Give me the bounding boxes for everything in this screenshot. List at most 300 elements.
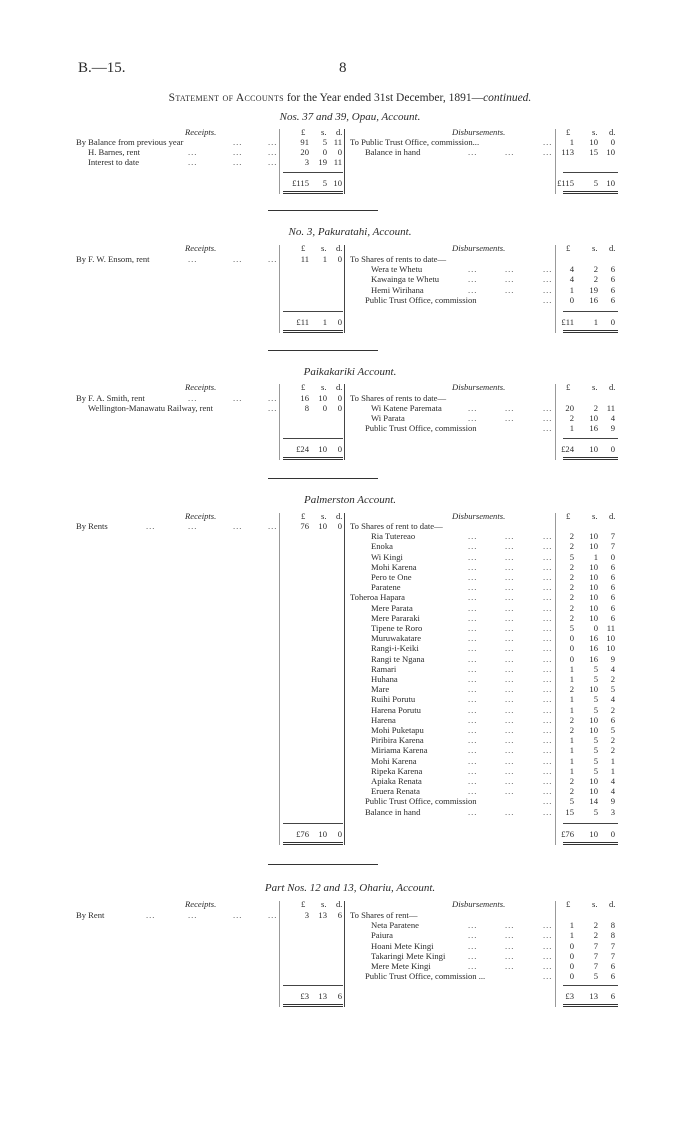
- leader-dots: ...: [505, 602, 515, 613]
- page-number: 8: [339, 60, 347, 76]
- leader-dots: ...: [468, 786, 478, 797]
- leader-dots: ...: [233, 137, 243, 147]
- receipts-shilling-heading: s.: [321, 899, 327, 909]
- disbursement-pence: 4: [610, 663, 615, 674]
- disbursement-label: To Shares of rents to date—: [350, 393, 447, 403]
- receipt-label: H. Barnes, rent: [88, 147, 141, 157]
- column-divider: [344, 513, 345, 845]
- disbursements-total-pence: 0: [610, 444, 615, 454]
- receipts-pence-heading: d.: [336, 127, 343, 137]
- leader-dots: ...: [468, 694, 478, 705]
- receipts-pound-heading: £: [301, 899, 306, 909]
- receipts-heading: Receipts.: [185, 899, 217, 909]
- document-code: B.—15.: [78, 60, 126, 76]
- leader-dots: ...: [543, 284, 553, 295]
- receipt-label: Wellington-Manawatu Railway, rent: [88, 403, 213, 413]
- leader-dots: ...: [468, 940, 478, 951]
- leader-dots: ...: [543, 755, 553, 766]
- receipt-label: By Rent: [76, 910, 105, 920]
- receipt-pence: 0: [337, 254, 342, 264]
- receipts-pence-heading: d.: [336, 382, 343, 392]
- account-title: Part Nos. 12 and 13, Ohariu, Account.: [264, 882, 436, 894]
- disbursement-label: Hoani Mete Kingi: [371, 940, 434, 951]
- leader-dots: ...: [543, 612, 553, 623]
- receipts-total-pounds: £3: [300, 991, 309, 1001]
- disbursement-label: Eruera Renata: [371, 786, 420, 797]
- receipts-shilling-heading: s.: [321, 511, 327, 521]
- disbursement-label: Rangi-i-Keiki: [371, 643, 419, 654]
- leader-dots: ...: [188, 157, 198, 167]
- disbursement-shillings: 2: [593, 274, 598, 285]
- leader-dots: ...: [543, 561, 553, 572]
- disbursement-pence: 6: [610, 572, 615, 582]
- disbursement-shillings: 10: [589, 776, 598, 786]
- disbursement-label: Public Trust Office, commission: [365, 796, 477, 807]
- disbursement-pounds: 1: [569, 423, 574, 433]
- disbursement-pounds: 0: [569, 643, 574, 654]
- leader-dots: ...: [543, 264, 553, 275]
- disbursement-shillings: 10: [589, 582, 598, 593]
- leader-dots: ...: [543, 796, 553, 807]
- leader-dots: ...: [188, 393, 198, 403]
- receipts-total-shillings: 1: [322, 317, 327, 327]
- receipts-total-double-rule: [283, 191, 343, 194]
- disbursements-total-rule: [563, 311, 618, 312]
- disbursements-heading: Disbursements.: [452, 243, 506, 253]
- disbursements-total-pence: 10: [606, 178, 615, 188]
- page-title: [0, 92, 700, 104]
- disbursement-shillings: 5: [593, 765, 598, 776]
- disbursement-pounds: 1: [569, 284, 574, 295]
- disbursement-label: Paratene: [371, 582, 401, 593]
- receipt-pounds: 3: [304, 157, 309, 167]
- leader-dots: ...: [505, 643, 515, 654]
- leader-dots: ...: [543, 633, 553, 644]
- leader-dots: ...: [268, 147, 278, 157]
- disbursement-label: Pero te One: [371, 572, 412, 582]
- disbursement-pence: 6: [610, 602, 615, 613]
- leader-dots: ...: [505, 714, 515, 725]
- disbursement-pounds: 4: [569, 264, 574, 275]
- disbursement-pence: 9: [610, 796, 615, 807]
- disbursement-pence: 7: [610, 541, 615, 552]
- disbursement-label: Ripeka Karena: [371, 765, 423, 776]
- leader-dots: ...: [233, 254, 243, 264]
- leader-dots: ...: [505, 674, 515, 684]
- leader-dots: ...: [505, 704, 515, 715]
- leader-dots: ...: [505, 582, 515, 593]
- leader-dots: ...: [505, 274, 515, 285]
- receipts-total-shillings: 13: [318, 991, 327, 1001]
- leader-dots: ...: [468, 147, 478, 157]
- leader-dots: ...: [543, 684, 553, 695]
- leader-dots: ...: [543, 623, 553, 633]
- section-separator: [268, 210, 378, 211]
- leader-dots: ...: [233, 910, 243, 920]
- disbursement-label: Mere Mete Kingi: [371, 961, 431, 971]
- disbursement-pounds: 2: [569, 531, 574, 542]
- disbursements-pence-heading: d.: [609, 899, 616, 909]
- disbursement-pounds: 5: [569, 796, 574, 807]
- receipt-shillings: 0: [322, 147, 327, 157]
- disbursements-total-double-rule: [563, 191, 618, 194]
- leader-dots: ...: [268, 157, 278, 167]
- disbursement-shillings: 1: [593, 551, 598, 562]
- disbursements-pence-heading: d.: [609, 127, 616, 137]
- disbursement-shillings: 10: [589, 541, 598, 552]
- leader-dots: ...: [505, 561, 515, 572]
- receipt-pence: 11: [333, 137, 342, 147]
- disbursement-label: Rangi te Ngana: [371, 653, 425, 664]
- receipts-total-double-rule: [283, 842, 343, 845]
- disbursement-pence: 6: [610, 274, 615, 285]
- disbursement-label: Miriama Karena: [371, 745, 428, 756]
- disbursement-shillings: 5: [593, 735, 598, 746]
- leader-dots: ...: [543, 971, 553, 982]
- leader-dots: ...: [505, 765, 515, 776]
- disbursement-pence: 0: [610, 551, 615, 562]
- leader-dots: ...: [543, 643, 553, 654]
- leader-dots: ...: [505, 776, 515, 786]
- disbursement-shillings: 5: [593, 806, 598, 817]
- disbursement-pounds: 5: [569, 623, 574, 633]
- leader-dots: ...: [543, 147, 553, 157]
- disbursement-shillings: 5: [593, 745, 598, 756]
- disbursements-total-pence: 0: [610, 829, 615, 839]
- leader-dots: ...: [505, 663, 515, 674]
- disbursement-label: Mohi Karena: [371, 755, 417, 766]
- receipts-total-shillings: 10: [318, 444, 327, 454]
- disbursements-shilling-heading: s.: [592, 511, 598, 521]
- leader-dots: ...: [468, 735, 478, 746]
- disbursement-shillings: 15: [589, 147, 598, 157]
- leader-dots: ...: [146, 910, 156, 920]
- leader-dots: ...: [468, 274, 478, 285]
- disbursement-pounds: 0: [569, 294, 574, 305]
- leader-dots: ...: [468, 930, 478, 941]
- disbursement-label: Hemi Wirihana: [371, 284, 424, 295]
- leader-dots: ...: [468, 623, 478, 633]
- leader-dots: ...: [543, 735, 553, 746]
- disbursement-label: Harena: [371, 714, 396, 725]
- disbursement-pounds: 2: [569, 684, 574, 695]
- leader-dots: ...: [505, 264, 515, 275]
- disbursement-shillings: 0: [593, 623, 598, 633]
- leader-dots: ...: [505, 735, 515, 746]
- receipt-pounds: 16: [300, 393, 309, 403]
- disbursements-total-double-rule: [563, 330, 618, 333]
- disbursement-pence: 6: [610, 714, 615, 725]
- leader-dots: ...: [505, 950, 515, 961]
- disbursement-pence: 4: [610, 413, 615, 423]
- disbursement-pence: 6: [610, 294, 615, 305]
- leader-dots: ...: [505, 920, 515, 931]
- disbursement-pence: 11: [606, 403, 615, 413]
- disbursement-pounds: 5: [569, 551, 574, 562]
- title-suffix: continued.: [483, 92, 532, 104]
- receipts-total-pence: 6: [337, 991, 342, 1001]
- disbursement-shillings: 16: [589, 643, 598, 654]
- receipt-pence: 6: [337, 910, 342, 920]
- disbursement-pounds: 1: [569, 137, 574, 147]
- leader-dots: ...: [543, 950, 553, 961]
- leader-dots: ...: [543, 704, 553, 715]
- disbursement-pence: 2: [610, 704, 615, 715]
- disbursement-label: Kawainga te Whetu: [371, 274, 440, 285]
- leader-dots: ...: [468, 592, 478, 603]
- receipts-total-pounds: £24: [296, 444, 309, 454]
- disbursement-shillings: 5: [593, 704, 598, 715]
- leader-dots: ...: [505, 623, 515, 633]
- disbursements-total-rule: [563, 172, 618, 173]
- disbursement-pence: 2: [610, 745, 615, 756]
- disbursements-total-double-rule: [563, 842, 618, 845]
- leader-dots: ...: [468, 541, 478, 552]
- disbursement-shillings: 16: [589, 423, 598, 433]
- leader-dots: ...: [505, 786, 515, 797]
- disbursement-label: Public Trust Office, commission ...: [365, 971, 486, 982]
- disbursement-pounds: 113: [561, 147, 574, 157]
- disbursement-shillings: 10: [589, 137, 598, 147]
- disbursement-pounds: 2: [569, 776, 574, 786]
- disbursement-label: Wi Kingi: [371, 551, 403, 562]
- disbursement-label: Harena Porutu: [371, 704, 421, 715]
- disbursement-label: To Shares of rent—: [350, 910, 418, 920]
- receipt-pounds: 20: [300, 147, 309, 157]
- disbursement-shillings: 2: [593, 920, 598, 931]
- disbursement-pounds: 2: [569, 602, 574, 613]
- disbursement-pounds: 1: [569, 663, 574, 674]
- column-divider: [344, 384, 345, 460]
- disbursements-total-shillings: 5: [593, 178, 598, 188]
- leader-dots: ...: [543, 582, 553, 593]
- disbursement-pence: 6: [610, 971, 615, 982]
- receipts-total-pence: 0: [337, 444, 342, 454]
- leader-dots: ...: [543, 714, 553, 725]
- disbursement-pounds: 2: [569, 413, 574, 423]
- disbursement-shillings: 7: [593, 961, 598, 971]
- account-title: Paikakariki Account.: [303, 366, 397, 378]
- leader-dots: ...: [505, 284, 515, 295]
- column-divider: [344, 901, 345, 1007]
- disbursement-pence: 11: [606, 623, 615, 633]
- receipts-total-shillings: 5: [322, 178, 327, 188]
- receipts-pound-heading: £: [301, 511, 306, 521]
- leader-dots: ...: [468, 725, 478, 735]
- disbursements-total-double-rule: [563, 1004, 618, 1007]
- disbursement-label: Huhana: [371, 674, 398, 684]
- disbursement-pounds: 20: [565, 403, 574, 413]
- disbursement-label: Neta Paratene: [371, 920, 419, 931]
- leader-dots: ...: [543, 551, 553, 562]
- disbursement-shillings: 10: [589, 786, 598, 797]
- disbursements-total-pence: 0: [610, 317, 615, 327]
- disbursement-shillings: 10: [589, 561, 598, 572]
- leader-dots: ...: [543, 592, 553, 603]
- leader-dots: ...: [468, 653, 478, 664]
- disbursement-label: Ruihi Porutu: [371, 694, 416, 705]
- disbursements-total-pence: 6: [610, 991, 615, 1001]
- disbursement-label: Wera te Whetu: [371, 264, 423, 275]
- receipts-total-shillings: 10: [318, 829, 327, 839]
- leader-dots: ...: [233, 147, 243, 157]
- disbursements-pence-heading: d.: [609, 511, 616, 521]
- leader-dots: ...: [468, 551, 478, 562]
- disbursement-pence: 1: [610, 755, 615, 766]
- disbursement-pence: 0: [610, 137, 615, 147]
- leader-dots: ...: [188, 147, 198, 157]
- disbursement-pounds: 1: [569, 765, 574, 776]
- leader-dots: ...: [268, 521, 278, 531]
- disbursement-label: Mere Pararaki: [371, 612, 420, 623]
- disbursement-pence: 8: [610, 920, 615, 931]
- leader-dots: ...: [468, 531, 478, 542]
- disbursement-pence: 4: [610, 786, 615, 797]
- leader-dots: ...: [543, 663, 553, 674]
- receipts-total-rule: [283, 172, 343, 173]
- leader-dots: ...: [505, 930, 515, 941]
- leader-dots: ...: [505, 612, 515, 623]
- leader-dots: ...: [468, 264, 478, 275]
- leader-dots: ...: [268, 393, 278, 403]
- leader-dots: ...: [543, 694, 553, 705]
- leader-dots: ...: [505, 413, 515, 423]
- disbursement-label: Muruwakatare: [371, 633, 422, 644]
- disbursements-shilling-heading: s.: [592, 243, 598, 253]
- leader-dots: ...: [505, 755, 515, 766]
- disbursement-pounds: 1: [569, 674, 574, 684]
- disbursements-money-rule: [555, 513, 556, 845]
- receipts-total-pence: 0: [337, 829, 342, 839]
- leader-dots: ...: [468, 684, 478, 695]
- receipts-pound-heading: £: [301, 127, 306, 137]
- disbursements-total-shillings: 10: [589, 444, 598, 454]
- disbursements-heading: Disbursements.: [452, 511, 506, 521]
- receipts-shilling-heading: s.: [321, 382, 327, 392]
- disbursement-pence: 6: [610, 592, 615, 603]
- receipts-pence-heading: d.: [336, 899, 343, 909]
- disbursement-pounds: 1: [569, 745, 574, 756]
- leader-dots: ...: [543, 602, 553, 613]
- leader-dots: ...: [505, 940, 515, 951]
- leader-dots: ...: [468, 704, 478, 715]
- disbursement-shillings: 5: [593, 755, 598, 766]
- disbursements-pound-heading: £: [566, 127, 571, 137]
- disbursement-pounds: 0: [569, 633, 574, 644]
- disbursement-shillings: 16: [589, 653, 598, 664]
- leader-dots: ...: [543, 940, 553, 951]
- receipts-total-double-rule: [283, 330, 343, 333]
- disbursement-label: To Public Trust Office, commission...: [350, 137, 480, 147]
- leader-dots: ...: [233, 157, 243, 167]
- disbursements-total-rule: [563, 438, 618, 439]
- receipts-shilling-heading: s.: [321, 127, 327, 137]
- receipt-label: By Balance from previous year: [76, 137, 184, 147]
- disbursement-pounds: 2: [569, 541, 574, 552]
- leader-dots: ...: [505, 147, 515, 157]
- disbursement-pounds: 1: [569, 930, 574, 941]
- disbursement-label: Mohi Puketapu: [371, 725, 424, 735]
- leader-dots: ...: [268, 137, 278, 147]
- leader-dots: ...: [468, 413, 478, 423]
- receipts-total-pence: 0: [337, 317, 342, 327]
- leader-dots: ...: [543, 572, 553, 582]
- receipt-label: By Rents: [76, 521, 108, 531]
- section-separator: [268, 478, 378, 479]
- disbursement-shillings: 5: [593, 663, 598, 674]
- receipt-pounds: 76: [300, 521, 309, 531]
- disbursement-label: Balance in hand: [365, 147, 421, 157]
- disbursement-label: Mare: [371, 684, 390, 695]
- disbursement-shillings: 2: [593, 264, 598, 275]
- receipts-money-rule: [279, 513, 280, 845]
- disbursements-pound-heading: £: [566, 899, 571, 909]
- receipt-pence: 0: [337, 147, 342, 157]
- leader-dots: ...: [468, 663, 478, 674]
- disbursement-pence: 9: [610, 653, 615, 664]
- disbursements-pence-heading: d.: [609, 243, 616, 253]
- disbursement-pence: 7: [610, 531, 615, 542]
- disbursement-pounds: 4: [569, 274, 574, 285]
- receipt-label: By F. W. Ensom, rent: [76, 254, 150, 264]
- leader-dots: ...: [543, 786, 553, 797]
- disbursements-heading: Disbursements.: [452, 899, 506, 909]
- disbursement-pounds: 0: [569, 971, 574, 982]
- leader-dots: ...: [468, 284, 478, 295]
- disbursements-total-shillings: 1: [593, 317, 598, 327]
- receipt-shillings: 10: [318, 393, 327, 403]
- disbursement-shillings: 10: [589, 602, 598, 613]
- receipt-shillings: 10: [318, 521, 327, 531]
- column-divider: [344, 245, 345, 333]
- leader-dots: ...: [468, 602, 478, 613]
- disbursement-pence: 6: [610, 264, 615, 275]
- disbursement-label: Wi Parata: [371, 413, 405, 423]
- receipts-pound-heading: £: [301, 382, 306, 392]
- leader-dots: ...: [505, 551, 515, 562]
- receipts-pence-heading: d.: [336, 243, 343, 253]
- disbursement-label: Apiaka Renata: [371, 776, 422, 786]
- leader-dots: ...: [468, 755, 478, 766]
- disbursement-shillings: 16: [589, 294, 598, 305]
- leader-dots: ...: [468, 403, 478, 413]
- disbursements-total-pounds: £76: [561, 829, 574, 839]
- disbursement-label: Toheroa Hapara: [350, 592, 405, 603]
- leader-dots: ...: [543, 274, 553, 285]
- leader-dots: ...: [505, 633, 515, 644]
- disbursement-pounds: 2: [569, 725, 574, 735]
- leader-dots: ...: [468, 776, 478, 786]
- disbursements-total-rule: [563, 985, 618, 986]
- section-separator: [268, 350, 378, 351]
- leader-dots: ...: [268, 403, 278, 413]
- disbursement-shillings: 10: [589, 725, 598, 735]
- leader-dots: ...: [543, 531, 553, 542]
- disbursement-shillings: 19: [589, 284, 598, 295]
- leader-dots: ...: [543, 294, 553, 305]
- disbursement-pence: 9: [610, 423, 615, 433]
- disbursement-pence: 10: [606, 643, 615, 654]
- receipt-pence: 0: [337, 393, 342, 403]
- receipts-total-double-rule: [283, 1004, 343, 1007]
- leader-dots: ...: [468, 920, 478, 931]
- receipts-heading: Receipts.: [185, 127, 217, 137]
- disbursement-label: Tipene te Roro: [371, 623, 423, 633]
- disbursement-label: Piribira Karena: [371, 735, 424, 746]
- disbursements-total-rule: [563, 823, 618, 824]
- leader-dots: ...: [468, 561, 478, 572]
- disbursement-label: Wi Katene Paremata: [371, 403, 442, 413]
